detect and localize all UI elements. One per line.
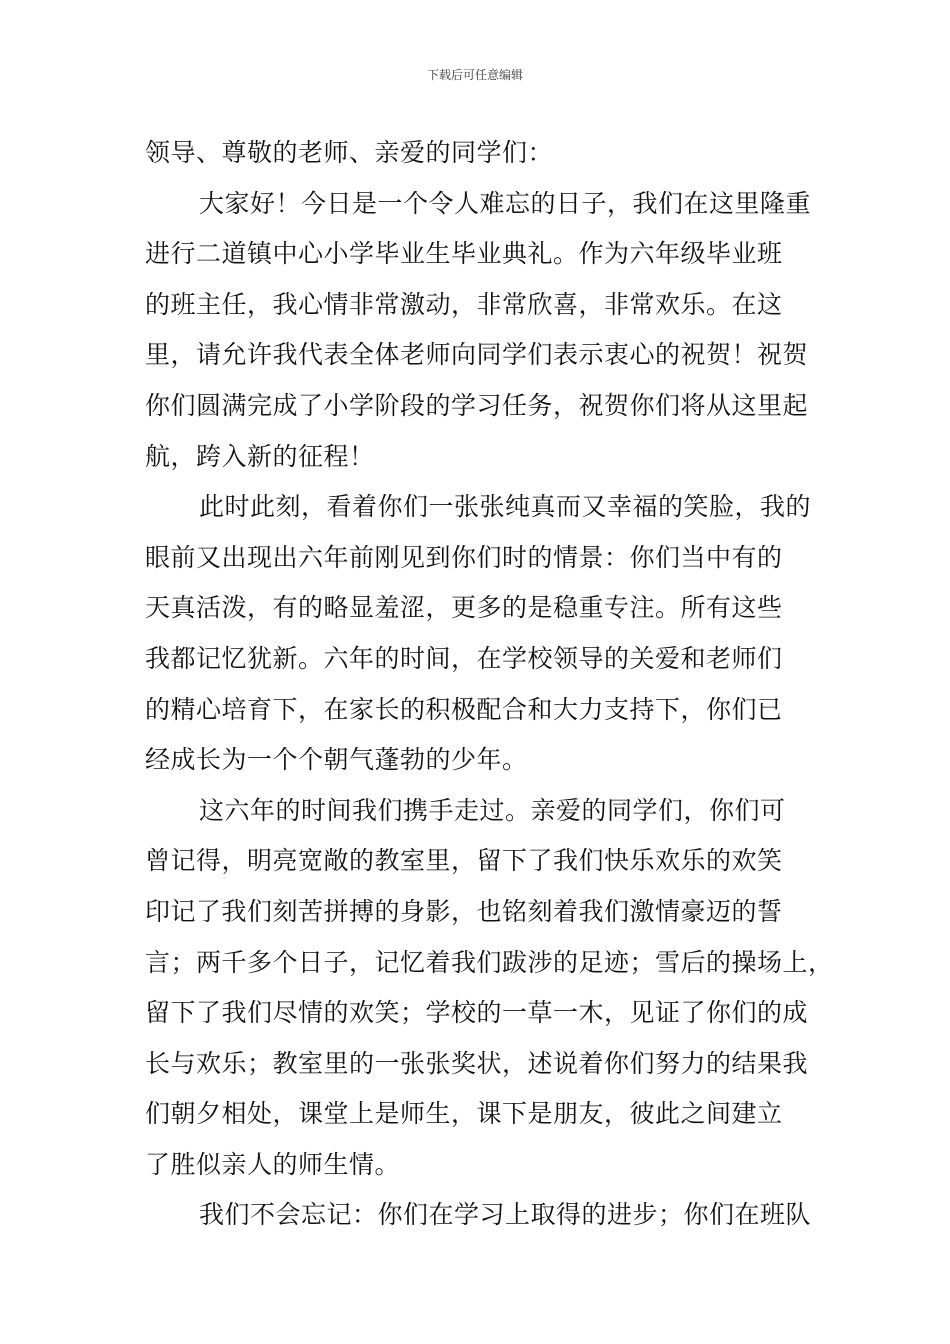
paragraph-1-line-2: 进行二道镇中心小学毕业生毕业典礼。作为六年级毕业班 — [145, 239, 783, 269]
paragraph-2-line-3: 天真活泼，有的略显羞涩，更多的是稳重专注。所有这些 — [145, 593, 783, 623]
paragraph-2-line-5: 的精心培育下，在家长的积极配合和大力支持下，你们已 — [145, 694, 783, 724]
paragraph-3-line-7: 们朝夕相处，课堂上是师生，课下是朋友，彼此之间建立 — [145, 1099, 783, 1129]
document-body — [145, 128, 834, 1241]
paragraph-1-line-6: 航，跨入新的征程！ — [145, 441, 375, 471]
paragraph-1-line-4: 里，请允许我代表全体老师向同学们表示衷心的祝贺！祝贺 — [145, 340, 809, 370]
paragraph-2-line-1: 此时此刻，看着你们一张张纯真而又幸福的笑脸，我的 — [199, 492, 812, 522]
paragraph-2-line-2: 眼前又出现出六年前刚见到你们时的情景：你们当中有的 — [145, 542, 783, 572]
paragraph-3-line-5: 留下了我们尽情的欢笑；学校的一草一木，见证了你们的成 — [145, 998, 809, 1028]
paragraph-3-line-1: 这六年的时间我们携手走过。亲爱的同学们，你们可 — [199, 795, 786, 825]
paragraph-2-line-6: 经成长为一个个朝气蓬勃的少年。 — [145, 745, 528, 775]
salutation-line: 领导、尊敬的老师、亲爱的同学们： — [145, 138, 554, 167]
paragraph-1-line-1: 大家好！今日是一个令人难忘的日子，我们在这里隆重 — [199, 188, 812, 218]
paragraph-3-line-8: 了胜似亲人的师生情。 — [145, 1149, 401, 1179]
paragraph-3-line-2: 曾记得，明亮宽敞的教室里，留下了我们快乐欢乐的欢笑 — [145, 846, 783, 876]
paragraph-3-line-3: 印记了我们刻苦拼搏的身影，也铭刻着我们激情豪迈的誓 — [145, 896, 783, 926]
paragraph-4-line-1: 我们不会忘记：你们在学习上取得的进步；你们在班队 — [199, 1200, 812, 1230]
paragraph-2-line-4: 我都记忆犹新。六年的时间，在学校领导的关爱和老师们 — [145, 643, 783, 673]
paragraph-1-line-5: 你们圆满完成了小学阶段的学习任务，祝贺你们将从这里起 — [145, 390, 809, 420]
paragraph-3-line-4: 言；两千多个日子，记忆着我们跋涉的足迹；雪后的操场上， — [145, 947, 834, 977]
paragraph-3-line-6: 长与欢乐；教室里的一张张奖状，述说着你们努力的结果我 — [145, 1048, 809, 1078]
paragraph-1-line-3: 的班主任，我心情非常激动，非常欣喜，非常欢乐。在这 — [145, 289, 783, 319]
page-header: 下载后可任意编辑 — [426, 68, 523, 82]
